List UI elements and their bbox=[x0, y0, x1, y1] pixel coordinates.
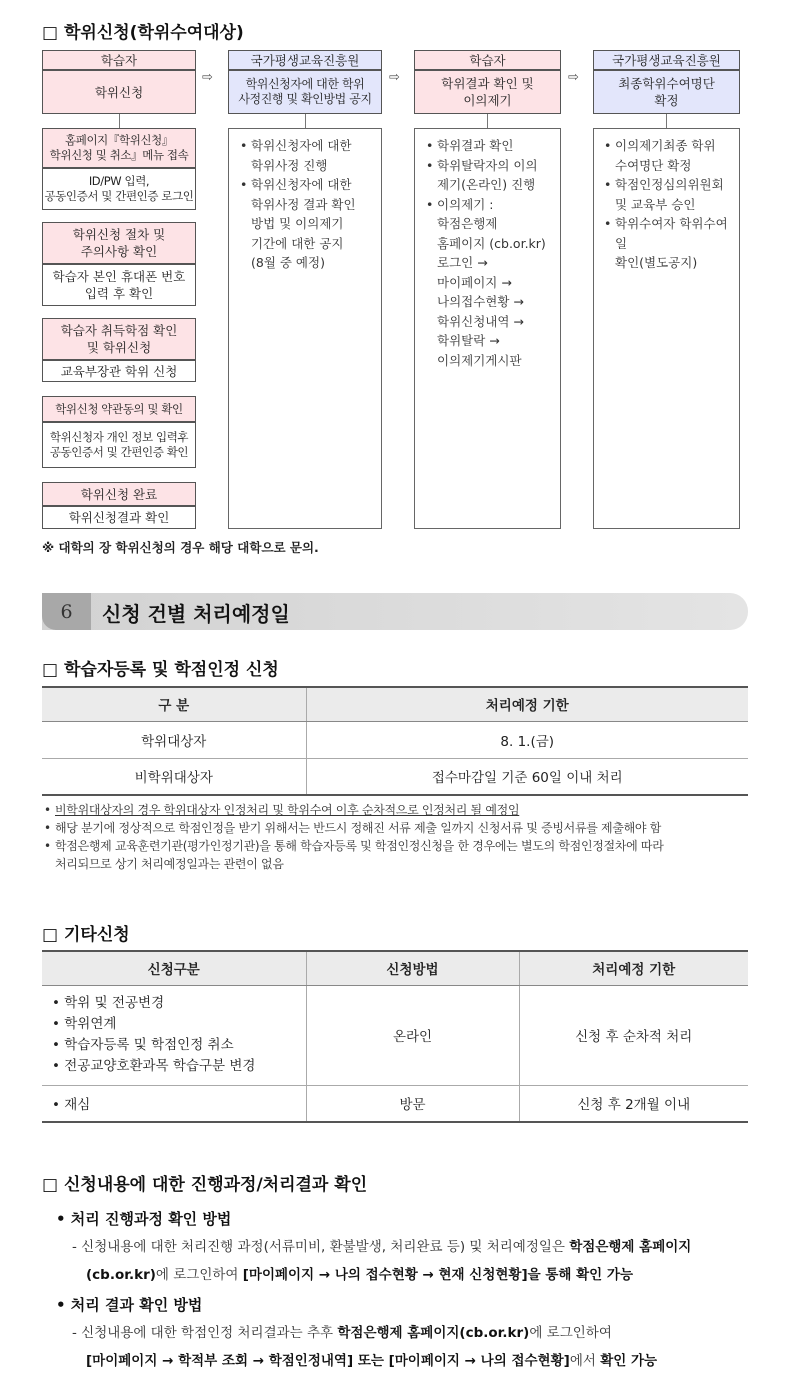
table-cell: 신청 후 순차적 처리 bbox=[519, 985, 748, 1085]
step-login: ID/PW 입력, 공동인증서 및 간편인증 로그인 bbox=[42, 168, 196, 210]
arrow-right-icon: ⇨ bbox=[389, 70, 400, 85]
connector-line bbox=[487, 114, 488, 128]
bullet-item: • 학위수여자 학위수여일 확인(별도공지) bbox=[604, 214, 738, 273]
section-title-degree-application: □ 학위신청(학위수여대상) bbox=[42, 23, 244, 43]
bullet-item: • 이의제기최종 학위 수여명단 확정 bbox=[604, 136, 738, 175]
list-item: • 전공교양호환과목 학습구분 변경 bbox=[52, 1056, 306, 1077]
result-method-text bbox=[72, 1319, 752, 1375]
banner-number: 6 bbox=[42, 593, 91, 630]
bullet-item: • 학위신청자에 대한 학위사정 결과 확인 방법 및 이의제기 기간에 대한 공지 (8월 중 예정) bbox=[240, 175, 378, 273]
application-type-list bbox=[42, 993, 306, 1077]
bullet-item: • 학점인정심의위원회 및 교육부 승인 bbox=[604, 175, 738, 214]
table-cell: 방문 bbox=[306, 1085, 519, 1122]
note-item: • 비학위대상자의 경우 학위대상자 인정처리 및 학위수여 이후 순차적으로 인정처리 될 예정임 bbox=[44, 801, 664, 819]
university-note: ※ 대학의 장 학위신청의 경우 해당 대학으로 문의. bbox=[42, 540, 319, 555]
col3-bullet-list bbox=[426, 136, 558, 370]
confirm-emphasis: 확인 가능 bbox=[600, 1353, 658, 1369]
arrow-right-icon: ⇨ bbox=[202, 70, 213, 85]
text-span: 에 로그인하여 bbox=[155, 1267, 243, 1283]
section-title-progress-check: □ 신청내용에 대한 진행과정/처리결과 확인 bbox=[42, 1175, 368, 1195]
col4-bullet-list bbox=[604, 136, 738, 273]
section-title-other-applications: □ 기타신청 bbox=[42, 925, 130, 945]
bullet-item: • 학위결과 확인 bbox=[426, 136, 558, 156]
col2-task: 학위신청자에 대한 학위 사정진행 및 확인방법 공지 bbox=[228, 70, 382, 114]
connector-line bbox=[305, 114, 306, 128]
list-item: • 학위 및 전공변경 bbox=[52, 993, 306, 1014]
list-item: • 학위연계 bbox=[52, 1014, 306, 1035]
connector-line bbox=[119, 114, 120, 128]
homepage-emphasis: 학점은행제 홈페이지(cb.or.kr) bbox=[337, 1325, 530, 1341]
subheading-progress-method: • 처리 진행과정 확인 방법 bbox=[56, 1210, 232, 1228]
section-banner bbox=[42, 593, 748, 630]
table-cell: 온라인 bbox=[306, 985, 519, 1085]
banner-title: 신청 건별 처리예정일 bbox=[102, 602, 290, 626]
other-applications-table bbox=[42, 950, 748, 1123]
table-row bbox=[42, 721, 748, 758]
table-header: 처리예정 기한 bbox=[306, 687, 748, 721]
homepage-emphasis: 학점은행제 홈페이지 bbox=[569, 1239, 692, 1255]
notes-list bbox=[44, 801, 664, 873]
step-result-check: 학위신청결과 확인 bbox=[42, 506, 196, 529]
text-span: - 신청내용에 대한 처리진행 과정(서류미비, 환불발생, 처리완료 등) 및 처리예정일은 bbox=[72, 1239, 570, 1255]
step-check-procedure: 학위신청 절차 및 주의사항 확인 bbox=[42, 222, 196, 264]
table-cell bbox=[42, 985, 306, 1085]
step-terms-agree: 학위신청 약관동의 및 확인 bbox=[42, 396, 196, 422]
table-row bbox=[42, 985, 748, 1085]
section-title-learner-registration: □ 학습자등록 및 학점인정 신청 bbox=[42, 660, 279, 680]
table-cell: 학위대상자 bbox=[42, 721, 306, 758]
path-emphasis: [마이페이지 → 나의 접수현황 → 현재 신청현황]을 통해 확인 가능 bbox=[242, 1267, 633, 1283]
table-row bbox=[42, 758, 748, 795]
text-span: 에서 bbox=[569, 1353, 601, 1369]
col4-task: 최종학위수여명단 확정 bbox=[593, 70, 740, 114]
table-cell: 접수마감일 기준 60일 이내 처리 bbox=[306, 758, 748, 795]
bullet-item: • 학위신청자에 대한 학위사정 진행 bbox=[240, 136, 378, 175]
url-emphasis: (cb.or.kr) bbox=[86, 1267, 156, 1283]
step-homepage-access: 홈페이지『학위신청』 학위신청 및 취소』메뉴 접속 bbox=[42, 128, 196, 168]
col2-role: 국가평생교육진흥원 bbox=[228, 50, 382, 70]
col2-bullet-list bbox=[240, 136, 378, 273]
col1-task: 학위신청 bbox=[42, 70, 196, 114]
step-phone-verify: 학습자 본인 휴대폰 번호 입력 후 확인 bbox=[42, 264, 196, 306]
step-credit-check: 학습자 취득학점 확인 및 학위신청 bbox=[42, 318, 196, 360]
text-span: 에 로그인하여 bbox=[529, 1325, 612, 1341]
step-minister-degree: 교육부장관 학위 신청 bbox=[42, 360, 196, 382]
col3-task: 학위결과 확인 및 이의제기 bbox=[414, 70, 561, 114]
table-header: 신청구분 bbox=[42, 951, 306, 985]
col4-role: 국가평생교육진흥원 bbox=[593, 50, 740, 70]
processing-deadline-table bbox=[42, 686, 748, 796]
text-span: - 신청내용에 대한 학점인정 처리결과는 추후 bbox=[72, 1325, 338, 1341]
table-header: 구 분 bbox=[42, 687, 306, 721]
step-complete: 학위신청 완료 bbox=[42, 482, 196, 506]
col1-role: 학습자 bbox=[42, 50, 196, 70]
table-row bbox=[42, 1085, 748, 1122]
path-emphasis: [마이페이지 → 학적부 조회 → 학점인정내역] 또는 [마이페이지 → 나의 접수현황] bbox=[86, 1353, 570, 1369]
bullet-item: • 이의제기 : 학점은행제 홈페이지 (cb.or.kr) 로그인 → 마이페이지 → 나의접수현황 → 학위신청내역 → 학위탈락 → 이의제기게시판 bbox=[426, 195, 558, 371]
subheading-result-method: • 처리 결과 확인 방법 bbox=[56, 1296, 203, 1314]
table-cell: 신청 후 2개월 이내 bbox=[519, 1085, 748, 1122]
note-item: • 해당 분기에 정상적으로 학점인정을 받기 위해서는 반드시 정해진 서류 제출 일까지 신청서류 및 증빙서류를 제출해야 함 bbox=[44, 819, 664, 837]
arrow-right-icon: ⇨ bbox=[568, 70, 579, 85]
connector-line bbox=[666, 114, 667, 128]
table-cell: 8. 1.(금) bbox=[306, 721, 748, 758]
col3-role: 학습자 bbox=[414, 50, 561, 70]
progress-method-text bbox=[72, 1233, 752, 1289]
step-personal-info: 학위신청자 개인 정보 입력후 공동인증서 및 간편인증 확인 bbox=[42, 422, 196, 468]
table-cell: 비학위대상자 bbox=[42, 758, 306, 795]
table-cell: • 재심 bbox=[42, 1085, 306, 1122]
table-header: 처리예정 기한 bbox=[519, 951, 748, 985]
list-item: • 학습자등록 및 학점인정 취소 bbox=[52, 1035, 306, 1056]
table-header: 신청방법 bbox=[306, 951, 519, 985]
note-item: • 학점은행제 교육훈련기관(평가인정기관)을 통해 학습자등록 및 학점인정신청을 한 경우에는 별도의 학점인정절차에 따라 처리되므로 상기 처리예정일과는 관련이 없음 bbox=[44, 837, 664, 873]
bullet-item: • 학위탈락자의 이의 제기(온라인) 진행 bbox=[426, 156, 558, 195]
